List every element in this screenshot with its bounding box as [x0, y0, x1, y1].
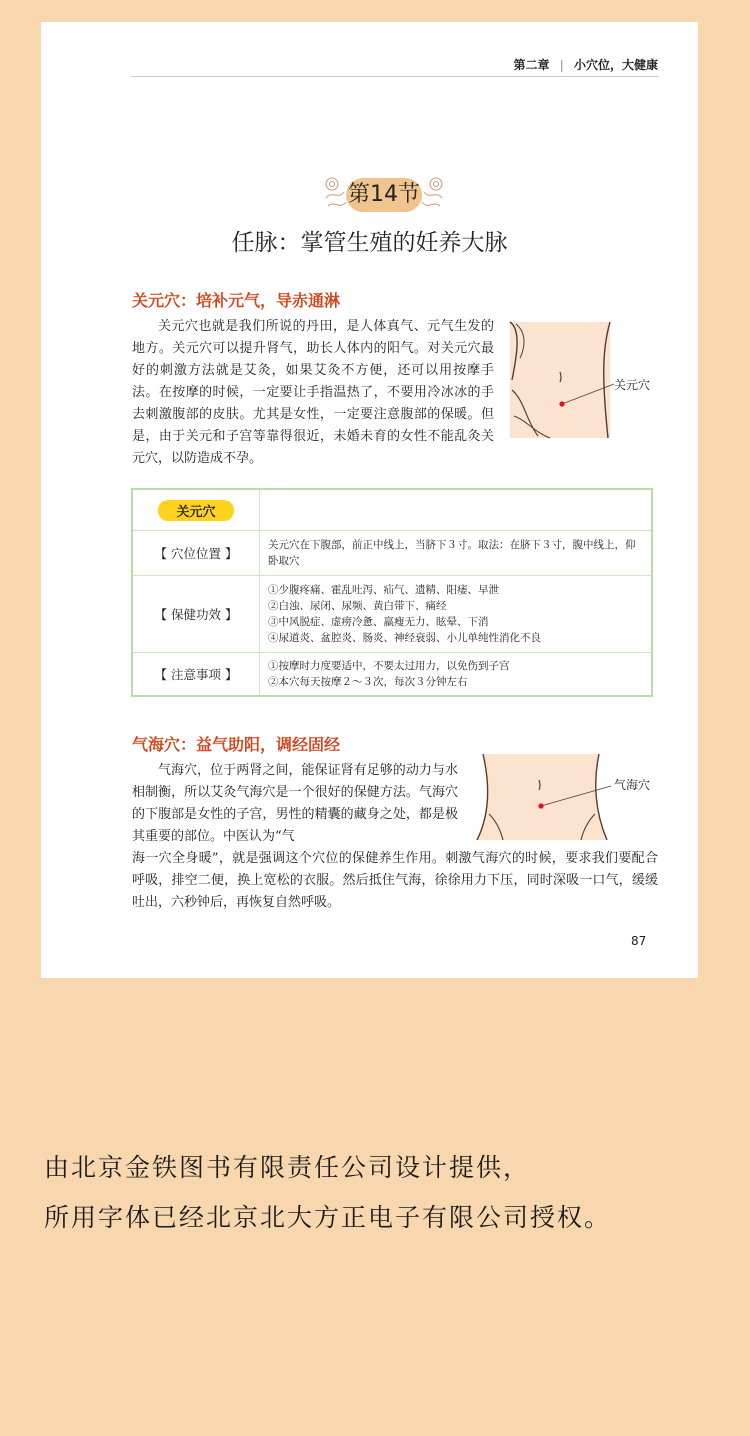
table-title-pill: 关元穴: [158, 500, 233, 521]
section-badge: [324, 170, 444, 220]
qihai-paragraph-wrapped: 气海穴，位于两肾之间，能保证肾有足够的动力与水相制衡，所以艾灸气海穴是一个很好的保健方法。气海穴的下腹部是女性的子宫，男性的精囊的藏身之处，都是极其重要的部位。中医认为“气: [132, 763, 458, 844]
credits-line-1: 由北京金铁图书有限责任公司设计提供，: [44, 1153, 531, 1182]
guanyuan-heading: 关元穴：培补元气，导赤通淋: [132, 291, 341, 310]
qihai-label: 气海穴: [614, 778, 651, 792]
qihai-heading: 气海穴：益气助阳，调经固经: [132, 735, 341, 754]
qihai-paragraph-full: 海一穴全身暖”，就是强调这个穴位的保健养生作用。刺激气海穴的时候，要求我们要配合呼吸，排空二便，换上宽松的衣服。然后抵住气海，徐徐用力下压，同时深吸一口气，缓缓吐出，六秒钟后，再恢复自然呼吸。: [132, 851, 658, 910]
header-separator: |: [559, 58, 564, 72]
table-row: [132, 576, 652, 653]
section-number: 第14节: [346, 178, 422, 212]
chapter-title: 小穴位，大健康: [573, 58, 658, 72]
section-title: 任脉：掌管生殖的妊养大脉: [231, 230, 508, 256]
chapter-number: 第二章: [513, 58, 550, 72]
table-title-row: [132, 489, 652, 531]
credits-line-2: 所用字体已经北京北大方正电子有限公司授权。: [44, 1203, 612, 1232]
book-page: [41, 22, 698, 978]
row-label-cautions: 【 注意事项 】: [132, 653, 260, 697]
guanyuan-illustration: [504, 320, 654, 440]
row-label-efficacy: 【 保健功效 】: [132, 576, 260, 653]
guanyuan-point-icon: [559, 401, 564, 406]
acupoint-info-table: [131, 488, 653, 697]
qihai-point-icon: [538, 803, 543, 808]
table-row: [132, 531, 652, 576]
qihai-illustration: [471, 752, 661, 844]
row-label-location: 【 穴位位置 】: [132, 531, 260, 576]
row-content-efficacy: ①少腹疼痛、霍乱吐泻、疝气、遗精、阳痿、早泄 ②白浊、尿闭、尿频、黄白带下、痛经 ③中风脱症、虚痨冷惫、羸瘦无力、眩晕、下消 ④尿道炎、盆腔炎、肠炎、神经衰弱、小儿单纯性消化不良: [260, 576, 653, 653]
guanyuan-paragraph: 关元穴也就是我们所说的丹田，是人体真气、元气生发的地方。关元穴可以提升肾气，助长人体内的阳气。对关元穴最好的刺激方法就是艾灸，如果艾灸不方便，还可以用按摩手法。在按摩的时候，一定要让手指温热了，不要用冷冰冰的手去刺激腹部的皮肤。尤其是女性，一定要注意腹部的保暖。但是，由于关元和子宫等靠得很近，未婚未育的女性不能乱灸关元穴，以防造成不孕。: [132, 319, 494, 466]
credits: [44, 1143, 611, 1243]
guanyuan-label: 关元穴: [614, 378, 651, 392]
table-row: [132, 653, 652, 697]
row-content-cautions: ①按摩时力度要适中，不要太过用力，以免伤到子宫 ②本穴每天按摩２～３次，每次３分钟左右: [260, 653, 653, 697]
row-content-location: 关元穴在下腹部，前正中线上，当脐下３寸。取法：在脐下３寸，腹中线上，仰卧取穴: [260, 531, 653, 576]
running-header: [131, 56, 658, 77]
page-number: 87: [631, 934, 647, 948]
abdomen-illustration-icon: [471, 752, 661, 844]
